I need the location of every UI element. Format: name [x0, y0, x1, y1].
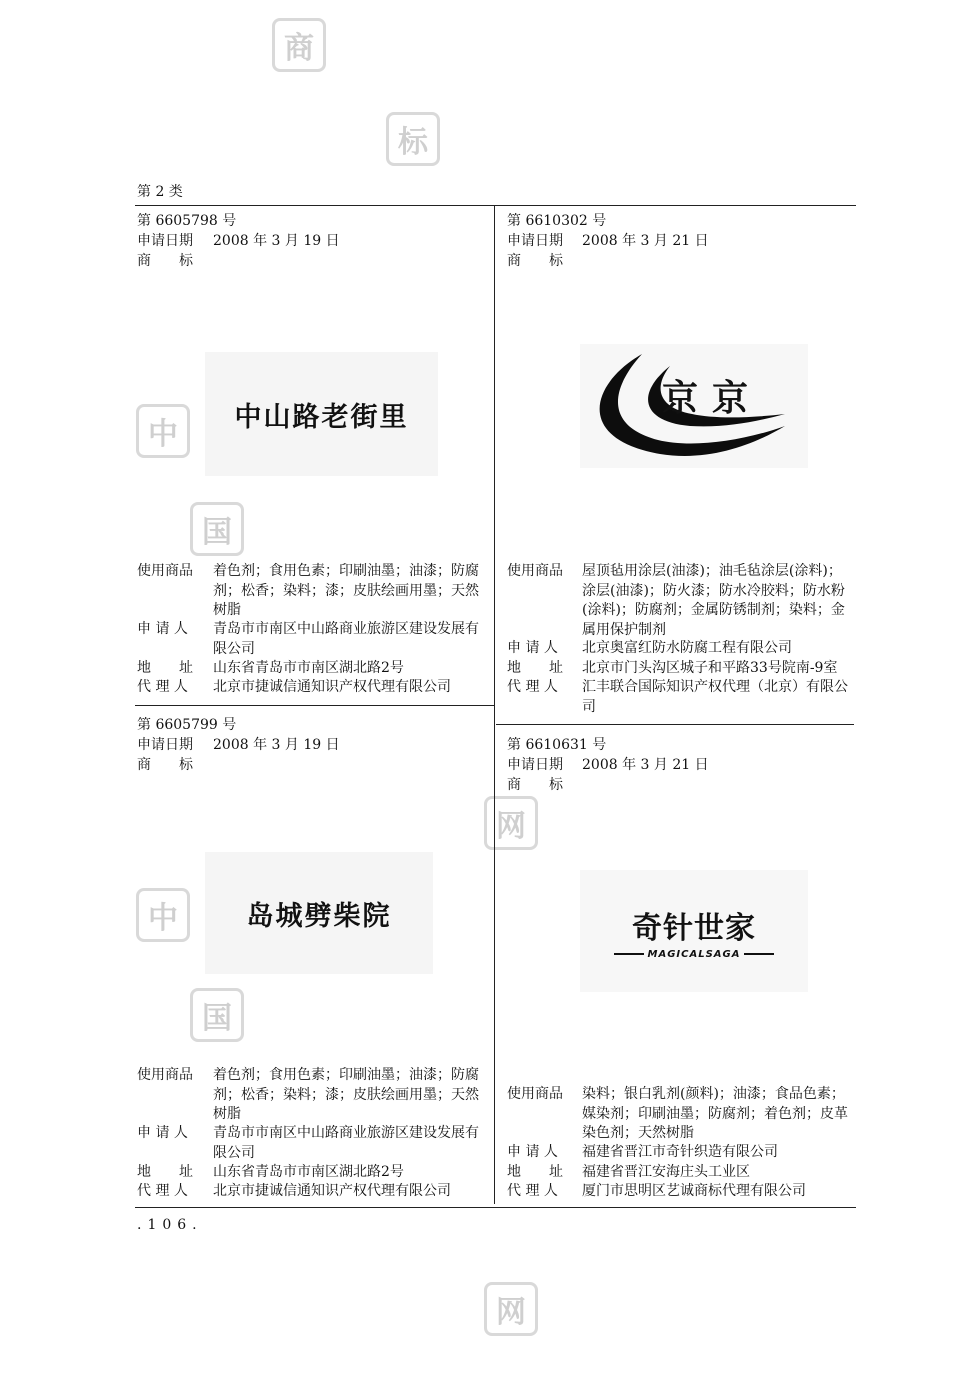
- goods-value: 屋顶毡用涂层(油漆)；油毛毡涂层(涂料)；涂层(油漆)；防火漆；防水冷胶料；防水粉(涂料)；防腐剂；金属防锈制剂；染料；金属用保护制剂: [582, 563, 845, 638]
- logo-text: 中山路老街里: [234, 401, 409, 433]
- trademark-label: 商 标: [507, 777, 563, 793]
- applicant-value: 北京奥富红防水防腐工程有限公司: [582, 640, 792, 656]
- watermark-zhong-icon: 中: [136, 404, 190, 458]
- watermark-biao-icon: 标: [386, 112, 440, 166]
- address-label: 地 址: [507, 1164, 563, 1180]
- address-label: 地 址: [137, 660, 193, 676]
- watermark-wang-icon: 网: [484, 1282, 538, 1336]
- applicant-label: 申 请 人: [137, 1125, 188, 1141]
- apply-date-label: 申请日期: [507, 757, 563, 773]
- logo-rule-right: [744, 953, 774, 955]
- trademark-label: 商 标: [507, 253, 563, 269]
- trademark-logo: [205, 352, 438, 476]
- trademark-label: 商 标: [137, 253, 193, 269]
- apply-date-label: 申请日期: [507, 233, 563, 249]
- apply-date-value: 2008 年 3 月 21 日: [582, 757, 709, 773]
- apply-date-label: 申请日期: [137, 737, 193, 753]
- applicant-value: 青岛市市南区中山路商业旅游区建设发展有限公司: [213, 621, 479, 657]
- goods-label: 使用商品: [137, 563, 193, 579]
- header-rule: [135, 205, 856, 206]
- agent-value: 汇丰联合国际知识产权代理（北京）有限公司: [582, 679, 848, 715]
- address-value: 福建省晋江安海庄头工业区: [582, 1164, 750, 1180]
- address-label: 地 址: [137, 1164, 193, 1180]
- trademark-logo: [580, 344, 808, 468]
- applicant-label: 申 请 人: [507, 1144, 558, 1160]
- trademark-logo: [580, 870, 808, 992]
- class-label: 第 2 类: [137, 184, 183, 200]
- left-entry-separator: [135, 705, 494, 706]
- watermark-wang-icon: 网: [484, 796, 538, 850]
- registration-number: 第 6605798 号: [137, 213, 237, 229]
- logo-text: 奇针世家: [632, 910, 756, 946]
- applicant-label: 申 请 人: [507, 640, 558, 656]
- registration-number: 第 6610631 号: [507, 737, 607, 753]
- apply-date-value: 2008 年 3 月 19 日: [213, 233, 340, 249]
- logo-subtext: MAGICALSAGA: [647, 948, 741, 960]
- column-divider: [494, 206, 495, 1204]
- watermark-zhong-icon: 中: [136, 888, 190, 942]
- agent-value: 北京市捷诚信通知识产权代理有限公司: [213, 679, 451, 695]
- agent-label: 代 理 人: [137, 679, 188, 695]
- applicant-label: 申 请 人: [137, 621, 188, 637]
- apply-date-value: 2008 年 3 月 21 日: [582, 233, 709, 249]
- logo-subtext-row: [614, 949, 775, 960]
- goods-label: 使用商品: [507, 1086, 563, 1102]
- address-value: 北京市门头沟区城子和平路33号院南-9室: [582, 660, 838, 676]
- apply-date-label: 申请日期: [137, 233, 193, 249]
- trademark-logo: [205, 852, 433, 974]
- footer-rule: [135, 1207, 856, 1208]
- agent-label: 代 理 人: [507, 679, 558, 695]
- goods-label: 使用商品: [137, 1067, 193, 1083]
- registration-number: 第 6610302 号: [507, 213, 607, 229]
- watermark-guo-icon: 国: [190, 988, 244, 1042]
- agent-label: 代 理 人: [507, 1183, 558, 1199]
- agent-value: 北京市捷诚信通知识产权代理有限公司: [213, 1183, 451, 1199]
- goods-value: 着色剂；食用色素；印刷油墨；油漆；防腐剂；松香；染料；漆；皮肤绘画用墨；天然树脂: [213, 1067, 479, 1122]
- address-value: 山东省青岛市市南区湖北路2号: [213, 660, 404, 676]
- goods-value: 染料；银白乳剂(颜料)；油漆；食品色素；媒染剂；印刷油墨；防腐剂；着色剂；皮革染色剂；天然树脂: [582, 1086, 848, 1141]
- agent-label: 代 理 人: [137, 1183, 188, 1199]
- registration-number: 第 6605799 号: [137, 717, 237, 733]
- apply-date-value: 2008 年 3 月 19 日: [213, 737, 340, 753]
- applicant-value: 福建省晋江市奇针织造有限公司: [582, 1144, 778, 1160]
- logo-text: 岛城劈柴院: [246, 900, 392, 932]
- trademark-label: 商 标: [137, 757, 193, 773]
- watermark-shang-icon: 商: [272, 18, 326, 72]
- right-entry-separator: [496, 724, 854, 725]
- applicant-value: 青岛市市南区中山路商业旅游区建设发展有限公司: [213, 1125, 479, 1161]
- logo-rule-left: [614, 953, 644, 955]
- address-label: 地 址: [507, 660, 563, 676]
- goods-value: 着色剂；食用色素；印刷油墨；油漆；防腐剂；松香；染料；漆；皮肤绘画用墨；天然树脂: [213, 563, 479, 618]
- goods-label: 使用商品: [507, 563, 563, 579]
- agent-value: 厦门市思明区艺诚商标代理有限公司: [582, 1183, 806, 1199]
- address-value: 山东省青岛市市南区湖北路2号: [213, 1164, 404, 1180]
- logo-text: 京京: [662, 377, 763, 419]
- page-number: .106.: [137, 1217, 203, 1233]
- watermark-guo-icon: 国: [190, 502, 244, 556]
